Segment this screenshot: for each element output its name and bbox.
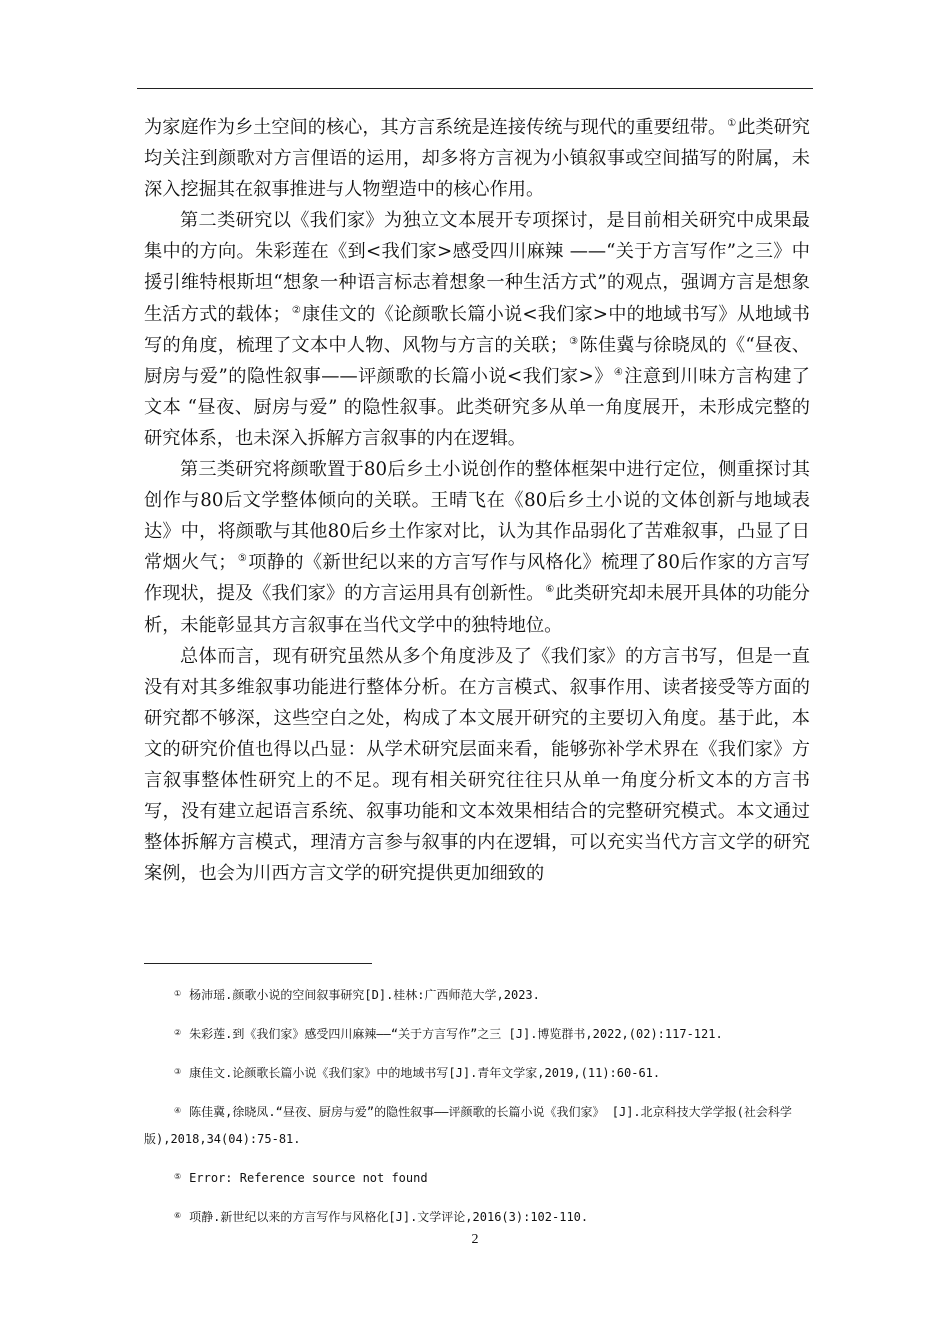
footnote-mark: ④ (174, 1106, 182, 1115)
footnote (144, 1163, 810, 1192)
paragraph-text: 第三类研究将颜歌置于80后乡土小说创作的整体框架中进行定位，侧重探讨其创作与80后文学整体倾向的关联。王晴飞在《80后乡土小说的文体创新与地域表达》中，将颜歌与其他80后乡土作家对比，认为其作品弱化了苦难叙事，凸显了日常烟火气； (144, 459, 810, 574)
paragraph-text: 第二类研究以《我们家》为独立文本展开专项探讨，是目前相关研究中成果最集中的方向。朱彩莲在《到<我们家>感受四川麻辣 ——“关于方言写作”之三》中援引维特根斯坦“想象一种语言标志着想象一种生活方式”的观点，强调方言是想象生活方式的载体； (144, 210, 810, 325)
footnote-reference[interactable]: ④ (613, 366, 624, 378)
paragraph (144, 454, 810, 641)
paragraph (144, 112, 810, 205)
body-text (144, 112, 810, 889)
paragraph-text: 康佳文的《论颜歌长篇小说<我们家>中的地域书写》从地域书写的角度，梳理了文本中人物、风物与方言的关联； (144, 303, 810, 356)
paragraph-text: 为家庭作为乡土空间的核心，其方言系统是连接传统与现代的重要纽带。 (144, 117, 727, 138)
footnote-separator (144, 963, 372, 964)
paragraph-text: 项静的《新世纪以来的方言写作与风格化》梳理了80后作家的方言写作现状，提及《我们家》的方言运用具有创新性。 (144, 552, 810, 605)
footnotes (144, 980, 810, 1241)
footnote (144, 1058, 810, 1087)
paragraph-text: 此类研究均关注到颜歌对方言俚语的运用，却多将方言视为小镇叙事或空间描写的附属，未深入挖掘其在叙事推进与人物塑造中的核心作用。 (144, 117, 810, 201)
footnote-reference[interactable]: ⑥ (545, 584, 555, 596)
footnote (144, 980, 810, 1009)
footnote-mark: ① (174, 989, 182, 998)
footnote-text: 康佳文.论颜歌长篇小说《我们家》中的地域书写[J].青年文学家,2019,(11):60-61. (189, 1066, 661, 1080)
footnote-text: 项静.新世纪以来的方言写作与风格化[J].文学评论,2016(3):102-110. (189, 1210, 589, 1224)
footnote-text: Error: Reference source not found (189, 1171, 428, 1185)
paragraph (144, 641, 810, 890)
footnote-reference[interactable]: ③ (568, 335, 579, 347)
footnote-text: 朱彩莲.到《我们家》感受四川麻辣——“关于方言写作”之三 [J].博览群书,2022,(02):117-121. (189, 1027, 723, 1041)
page-number: 2 (471, 1232, 479, 1247)
paragraph (144, 205, 810, 454)
paragraph-text: 总体而言，现有研究虽然从多个角度涉及了《我们家》的方言书写，但是一直没有对其多维叙事功能进行整体分析。在方言模式、叙事作用、读者接受等方面的研究都不够深，这些空白之处，构成了本文展开研究的主要切入角度。基于此，本文的研究价值也得以凸显：从学术研究层面来看，能够弥补学术界在《我们家》方言叙事整体性研究上的不足。现有相关研究往往只从单一角度分析文本的方言书写，没有建立起语言系统、叙事功能和文本效果相结合的完整研究模式。本文通过整体拆解方言模式，理清方言参与叙事的内在逻辑，可以充实当代方言文学的研究案例，也会为川西方言文学的研究提供更加细致的 (144, 645, 810, 885)
paragraph-text: 此类研究却未展开具体的功能分析，未能彰显其方言叙事在当代文学中的独特地位。 (144, 583, 810, 636)
footnote (144, 1097, 810, 1153)
footnote-mark: ② (174, 1028, 182, 1037)
paragraph-text: 注意到川味方言构建了文本 “昼夜、厨房与爱” 的隐性叙事。此类研究多从单一角度展开，未形成完整的研究体系，也未深入拆解方言叙事的内在逻辑。 (144, 365, 810, 449)
footnote-text: 陈佳冀,徐晓凤.“昼夜、厨房与爱”的隐性叙事——评颜歌的长篇小说《我们家》 [J].北京科技大学学报(社会科学版),2018,34(04):75-81. (144, 1105, 792, 1146)
header-rule (137, 88, 813, 89)
footnote (144, 1202, 810, 1231)
footnote-reference[interactable]: ① (727, 118, 737, 129)
footnote-mark: ⑤ (174, 1172, 182, 1181)
paragraph-text: 陈佳冀与徐晓凤的《“昼夜、厨房与爱”的隐性叙事——评颜歌的长篇小说<我们家>》 (144, 334, 810, 387)
footnote-mark: ⑥ (174, 1211, 182, 1220)
footnote-mark: ③ (174, 1067, 182, 1076)
footnote (144, 1019, 810, 1048)
footnote-text: 杨沛瑶.颜歌小说的空间叙事研究[D].桂林:广西师范大学,2023. (189, 988, 540, 1002)
footnote-reference[interactable]: ⑤ (237, 553, 248, 565)
footnote-reference[interactable]: ② (291, 304, 302, 316)
